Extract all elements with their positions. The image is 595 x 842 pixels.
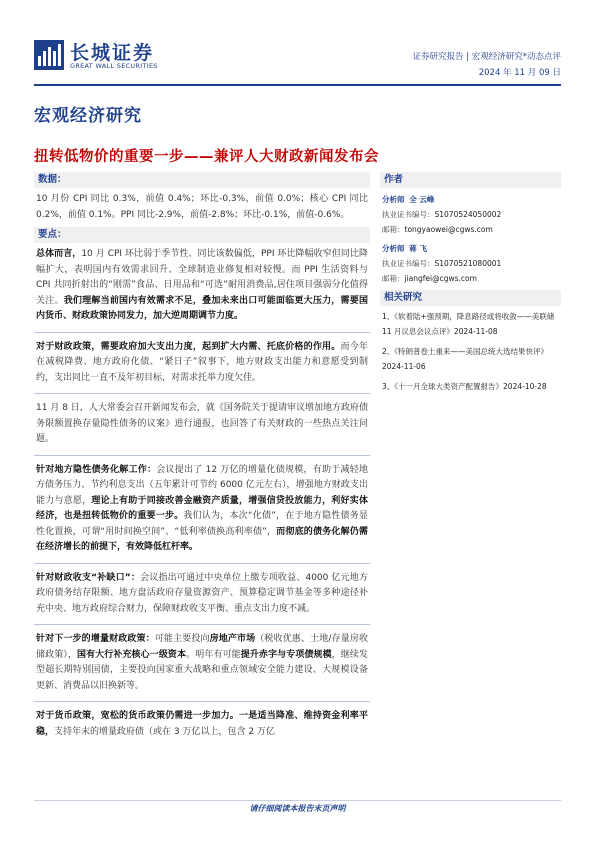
separator — [34, 455, 370, 456]
company-logo — [34, 36, 184, 80]
analyst-email-row — [382, 271, 561, 286]
authors-heading: 作者 — [380, 172, 561, 188]
paragraph-bold: 对于货币政策，宽松的货币政策仍需进一步加力。一是适当降准、维持资金利率平稳， — [36, 711, 368, 737]
separator — [34, 393, 370, 394]
paragraph-lead: 针对下一步的增量财政政策： — [36, 634, 155, 644]
paragraph-bold: 提升赤字与专项债规模 — [240, 649, 332, 660]
separator — [34, 624, 370, 625]
related-item[interactable]: 1、《软着陆+强预期，降息路径或将收敛——美联储 11 月议息会议点评》2024-11-08 — [382, 312, 555, 336]
analyst-email[interactable]: tongyaowei@cgws.com — [404, 225, 493, 234]
related-heading: 相关研究 — [380, 290, 561, 306]
paragraph-bold: 对于财政政策，需要政府加大支出力度，起到扩大内需、托底价格的作用。 — [36, 341, 341, 352]
paragraph-bold: 房地产市场 — [209, 634, 256, 644]
sidebar — [380, 172, 561, 399]
analyst-card — [380, 188, 561, 237]
logo-en-text: GREAT WALL SECURITIES — [70, 62, 158, 70]
paragraph-text: 10 月 CPI 环比弱于季节性、同比该数偏低，PPI 环比降幅收窄但同比降幅扩大，表明国内有效需求回升、全球制造业修复相对较慢。而 PPI 生活资料与 CPI 共同折射出的“刚需”食品、日用品和“可选”耐用消费品,居住项目强弱分化值得关注。 — [36, 249, 368, 306]
paragraph-lead: 针对财政收支“补缺口”： — [36, 572, 141, 583]
points-heading: 要点： — [34, 227, 370, 243]
footer-disclaimer: 请仔细阅读本报告末页声明 — [249, 804, 346, 813]
separator — [34, 701, 370, 702]
paragraph-npc-briefing: 11 月 8 日，人大常委会召开新闻发布会，就《国务院关于提请审议增加地方政府债务限额置换存量隐性债务的议案》进行通报，也回答了有关财政的一些热点关注问题。 — [36, 403, 368, 444]
paragraph-fiscal — [34, 336, 370, 391]
analyst-name: 蒋 飞 — [409, 244, 427, 253]
paragraph-lead: 总体而言， — [36, 249, 82, 259]
header-divider — [34, 84, 561, 86]
paragraph-text: （税收优惠、土地/存量房收储政策）， — [36, 634, 368, 660]
related-item[interactable]: 2、《特朗普卷土重来——美国总统大选结果快评》2024-11-06 — [382, 347, 549, 371]
analyst-role: 分析师 — [382, 195, 405, 204]
separator — [34, 332, 370, 333]
paragraph-text: 而今年在减税降费、地方政府化债、“紧日子”叙事下，地方财政支出能力和意愿受到制约，支出同比一直不及年初目标，对需求托举力度欠佳。 — [36, 341, 368, 383]
paragraph-text: 我们认为，本次“化债”，在于地方隐性债务显性化置换，可谓“用时间换空间”、“低利率债换高利率债”， — [36, 511, 368, 537]
cert-number: S1070521080001 — [434, 259, 502, 268]
paragraph-text: ，继续发型超长期特别国债，主要投向国家重大战略和重点领域安全能力建设、大规模设备更新、消费品以旧换新等。 — [36, 649, 368, 691]
paragraph-text: 会议提出了 12 万亿的增量化债规模，有助于减轻地方债务压力、节约利息支出（五年累计可节约 6000 亿元左右），增强地方财政支出能力与意愿， — [36, 464, 368, 506]
report-header — [34, 36, 561, 84]
paragraph-summary — [34, 243, 370, 329]
paragraph-revenue-gap — [34, 567, 370, 622]
paragraph-bold: 而彻底的债务化解仍需在经济增长的前提下，有效降低杠杆率。 — [36, 526, 368, 552]
section-title: 宏观经济研究 — [34, 106, 142, 126]
analyst-cert-row — [382, 207, 561, 222]
paragraph-bold: 理论上有助于同接改善金融资产质量，增强信贷投放能力，利好实体经济，也是扭转低物价的重要一步。 — [36, 495, 368, 521]
paragraph-bold: 国有大行补充核心一级资本 — [76, 649, 187, 660]
report-type: 证券研究报告 | 宏观经济研究*动态点评 — [412, 52, 561, 62]
paragraph-text: 可能主要投向 — [154, 634, 210, 644]
analyst-name-row — [382, 241, 561, 256]
paragraph-next-policy — [34, 628, 370, 698]
cert-label: 执业证书编号： — [382, 259, 435, 268]
paragraph-bold: 我们理解当前国内有效需求不足，叠加未来出口可能面临更大压力，需要国内货币、财政政策协同发力，加大逆周期调节力度。 — [36, 295, 368, 321]
data-heading: 数据： — [34, 172, 370, 188]
analyst-role: 分析师 — [382, 244, 405, 253]
paragraph-lead: 针对地方隐性债务化解工作： — [36, 464, 157, 475]
related-item[interactable]: 3、《十一月全球大类资产配置报告》2024-10-28 — [382, 382, 547, 391]
paragraph-hidden-debt — [34, 459, 370, 560]
cert-label: 执业证书编号： — [382, 210, 435, 219]
paragraph-monetary — [34, 705, 370, 744]
main-content — [34, 172, 370, 744]
analyst-email[interactable]: jiangfei@cgws.com — [404, 274, 477, 283]
email-label: 邮箱： — [382, 225, 405, 234]
separator — [34, 563, 370, 564]
email-label: 邮箱： — [382, 274, 405, 283]
related-list — [380, 306, 561, 394]
cert-number: S1070524050002 — [434, 210, 502, 219]
analyst-cert-row — [382, 256, 561, 271]
report-date: 2024 年 11 月 09 日 — [478, 68, 561, 78]
logo-cn-text: 长城证券 — [70, 42, 155, 64]
data-paragraph: 10 月份 CPI 同比 0.3%，前值 0.4%；环比-0.3%，前值 0.0%；核心 CPI 同比 0.2%，前值 0.1%。PPI 同比-2.9%，前值-2.8%；环比-0.1%，前值-0.6%。 — [36, 194, 368, 220]
analyst-card — [380, 237, 561, 290]
main-title: 扭转低物价的重要一步——兼评人大财政新闻发布会 — [34, 149, 379, 165]
analyst-name-row — [382, 192, 561, 207]
analyst-name: 全 云峰 — [409, 195, 435, 204]
footer-divider — [34, 800, 561, 801]
paragraph-text: 支持年末的增量政府债（或在 3 万亿以上，包含 2 万亿 — [54, 726, 275, 737]
paragraph-text: 会议指出可通过中央单位上缴专项收益、4000 亿元地方政府债务结存限额、地方盘活政府存量资源资产、预算稳定调节基金等多种途径补充中央、地方政府综合财力，保障财政收支平衡、重点支出力度不减。 — [36, 572, 368, 614]
analyst-email-row — [382, 222, 561, 237]
great-wall-logo-icon — [34, 40, 64, 70]
paragraph-text: 。明年有可能 — [186, 649, 241, 660]
